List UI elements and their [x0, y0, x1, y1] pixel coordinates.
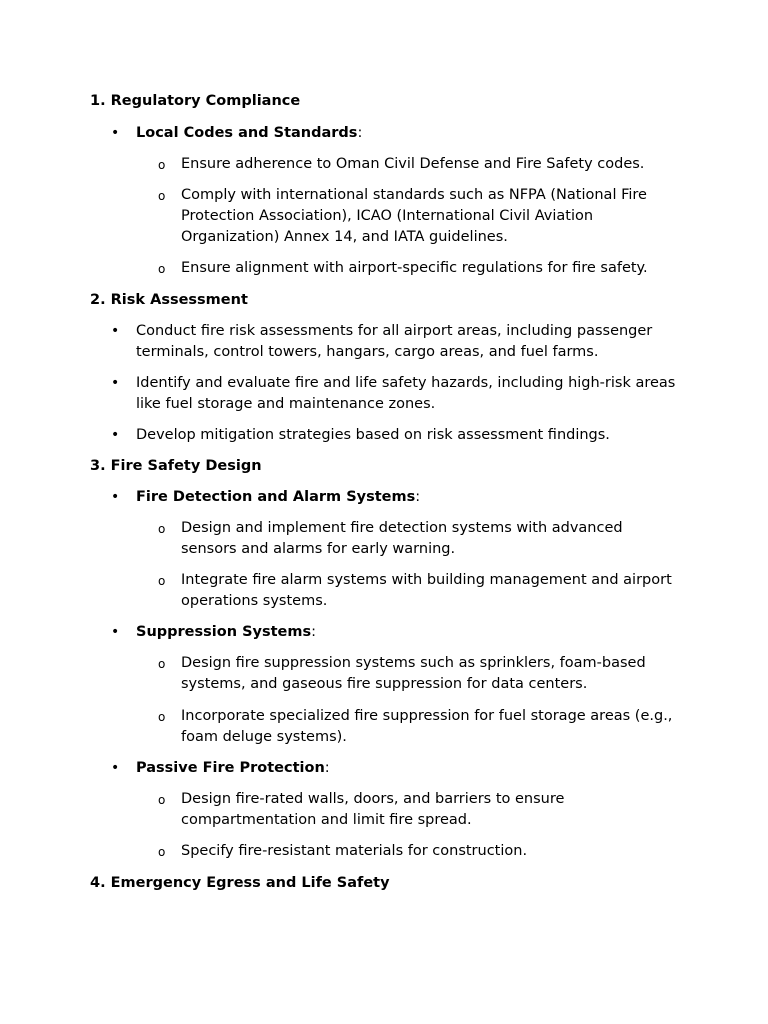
sub-list-item [158, 154, 681, 175]
item-heading: Passive Fire Protection [136, 760, 325, 776]
sub-bullet-marker: o [158, 710, 166, 724]
section-title-fire-safety-design: 3. Fire Safety Design [90, 458, 262, 474]
sub-item-text: Specify fire-resistant materials for construction. [181, 843, 528, 859]
bullet-marker: • [111, 427, 120, 443]
sub-item-text: Design fire suppression systems such as sprinklers, foam-based systems, and gaseous fire suppression for data centers. [181, 655, 646, 692]
item-text: Develop mitigation strategies based on risk assessment findings. [136, 427, 610, 443]
list-item [111, 758, 681, 779]
bullet-marker: • [111, 489, 120, 505]
sub-bullet-marker: o [158, 522, 166, 536]
item-heading: Fire Detection and Alarm Systems [136, 489, 416, 505]
sub-list-item [158, 841, 681, 862]
sub-bullet-marker: o [158, 158, 166, 172]
list-item [111, 622, 681, 643]
item-heading-suffix: : [357, 125, 363, 141]
list-item [111, 425, 681, 446]
sub-item-text: Ensure adherence to Oman Civil Defense and Fire Safety codes. [181, 156, 645, 172]
section-title-regulatory-compliance: 1. Regulatory Compliance [90, 93, 301, 109]
section-title-risk-assessment: 2. Risk Assessment [90, 292, 248, 308]
sub-list-item [158, 518, 681, 560]
item-heading-suffix: : [324, 760, 330, 776]
sub-item-text: Design and implement fire detection systems with advanced sensors and alarms for early warning. [181, 520, 623, 557]
sub-list-item [158, 258, 681, 279]
bullet-marker: • [111, 760, 120, 776]
sub-bullet-marker: o [158, 657, 166, 671]
item-heading: Suppression Systems [136, 624, 312, 640]
sub-list-item [158, 185, 681, 248]
sub-item-text: Ensure alignment with airport-specific regulations for fire safety. [181, 260, 648, 276]
sub-bullet-marker: o [158, 574, 166, 588]
section-title-emergency-egress: 4. Emergency Egress and Life Safety [90, 875, 390, 891]
sub-item-text: Incorporate specialized fire suppression for fuel storage areas (e.g., foam deluge systems). [181, 708, 673, 745]
bullet-marker: • [111, 125, 120, 141]
sub-bullet-marker: o [158, 189, 166, 203]
sub-list-item [158, 570, 681, 612]
sub-bullet-marker: o [158, 262, 166, 276]
sub-bullet-marker: o [158, 845, 166, 859]
bullet-marker: • [111, 624, 120, 640]
list-item [111, 373, 681, 415]
list-item [111, 487, 681, 508]
item-text: Identify and evaluate fire and life safety hazards, including high-risk areas like fuel storage and maintenance zones. [136, 375, 676, 412]
item-heading: Local Codes and Standards [136, 125, 358, 141]
item-text: Conduct fire risk assessments for all airport areas, including passenger terminals, control towers, hangars, cargo areas, and fuel farms. [136, 323, 653, 360]
sub-bullet-marker: o [158, 793, 166, 807]
item-heading-suffix: : [415, 489, 421, 505]
sub-item-text: Comply with international standards such as NFPA (National Fire Protection Association), ICAO (International Civil Aviation Organization) Annex 14, and IATA guidelines. [181, 187, 647, 245]
sub-list-item [158, 706, 681, 748]
bullet-marker: • [111, 375, 120, 391]
sub-item-text: Design fire-rated walls, doors, and barriers to ensure compartmentation and limit fire spread. [181, 791, 565, 828]
sub-list-item [158, 789, 681, 831]
list-item [111, 123, 681, 144]
sub-item-text: Integrate fire alarm systems with building management and airport operations systems. [181, 572, 672, 609]
bullet-marker: • [111, 323, 120, 339]
sub-list-item [158, 653, 681, 695]
item-heading-suffix: : [311, 624, 316, 640]
list-item [111, 321, 681, 363]
